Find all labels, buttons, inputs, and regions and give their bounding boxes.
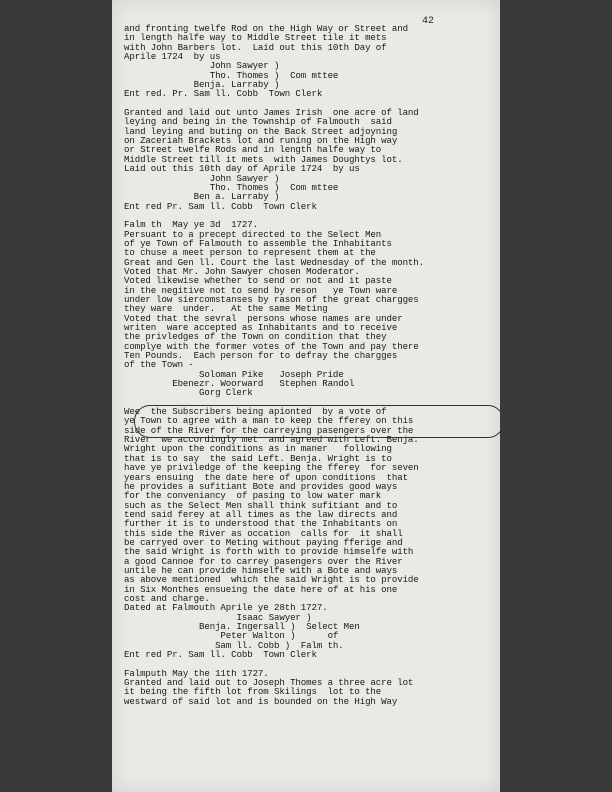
text-line: Benja. Larraby ) (124, 79, 280, 91)
text-line: as above mentioned which the said Wright is to provide (124, 574, 419, 586)
text-line: they ware under. At the same Meting (124, 303, 328, 315)
text-line: years ensuing the date here of upon conditions that (124, 471, 408, 483)
document-page (112, 0, 500, 792)
text-line: untile he can provide himselfe with a Bote and ways (124, 564, 398, 576)
text-line: Laid out this 10th day of Aprile 1724 by us (124, 163, 360, 175)
text-line: in length halfe way to Middle Street tile it mets (124, 32, 387, 44)
text-line: or Street twelfe Rods and in length halfe way to (124, 144, 382, 156)
text-line: Ent red Pr. Sam ll. Cobb Town Clerk (124, 200, 317, 212)
text-line: westward of said lot and is bounded on the High Way (124, 695, 398, 707)
text-line: Falm th May ye 3d 1727. (124, 219, 258, 231)
text-line: Great and Gen ll. Court the last Wednesday of the month. (124, 256, 425, 268)
text-line: Wright upon the conditions as in maner following (124, 443, 392, 455)
text-line: with John Barbers lot. Laid out this 10th Day of (124, 41, 387, 53)
text-line: writen ware accepted as Inhabitants and to receive (124, 322, 398, 333)
text-line: Falmputh May the 11th 1727. (124, 667, 269, 679)
text-line: Ent red Pr. Sam ll. Cobb Town Clerk (124, 649, 317, 661)
text-line: River we accordingly met and agreed with Left. Benja. (124, 434, 419, 446)
text-line: he provides a sufitiant Bote and provides good ways (124, 480, 398, 492)
text-line: Middle Street till it mets with James Doughtys lot. (124, 153, 403, 165)
text-line: Isaac Sawyer ) (124, 611, 312, 623)
text-line: Persuant to a precept directed to the Select Men (124, 228, 382, 240)
text-line: in Six Monthes ensueing the date here of at his one (124, 583, 398, 595)
text-line: John Sawyer ) (124, 60, 280, 72)
text-line: Granted and laid out unto James Irish one acre of land (124, 107, 419, 119)
text-line: tend said ferey at all times as the law directs and (124, 508, 398, 520)
text-line: Tho. Thomes ) Com mttee (124, 181, 339, 193)
text-line: Voted that the sevral persons whose names are under (124, 312, 403, 324)
text-line: Voted that Mr. John Sawyer chosen Moderator. (124, 265, 360, 277)
document-text (124, 24, 500, 706)
text-line: to chuse a meet person to represent them at the (124, 247, 376, 259)
text-line: Gorg Clerk (124, 387, 253, 399)
text-line: for the conveniancy of pasing to low water mark (124, 490, 382, 502)
text-line: cost and charge. (124, 592, 210, 604)
text-line: complye with the former votes of the Town and pay there (124, 340, 419, 352)
text-line: side of the River for the carreying pasengers over the (124, 424, 414, 436)
text-line: Benja. Ingersall ) Select Men (124, 621, 360, 632)
text-line: it being the fifth lot from Skilings lot to the (124, 686, 382, 698)
text-line: Peter Walton ) of (124, 630, 339, 642)
text-line: Ent red. Pr. Sam ll. Cobb Town Clerk (124, 88, 323, 100)
text-line: leying and being in the Township of Falmouth said (124, 116, 392, 128)
text-line: be carryed over to Meting without paying fferige and (124, 536, 403, 548)
text-line: further it is to understood that the Inhabitants on (124, 518, 398, 530)
text-line: in the negitive not to send by reson ye Town ware (124, 284, 398, 296)
text-line: Sam ll. Cobb ) Falm th. (124, 639, 344, 651)
text-line: and fronting twelfe Rod on the High Way or Street and (124, 23, 408, 34)
text-line: Granted and laid out to Joseph Thomes a three acre lot (124, 677, 414, 689)
text-line: Ebenezr. Woorward Stephen Randol (124, 378, 355, 390)
text-line: Soloman Pike Joseph Pride (124, 368, 344, 380)
page-number: 42 (422, 16, 435, 27)
text-line: under low siercomstanses by rason of the great chargges (124, 293, 419, 305)
text-line: the said Wright is forth with to provide himselfe with (124, 546, 414, 558)
text-line: such as the Select Men shall think sufitiant and to (124, 499, 398, 511)
text-line: have ye priviledge of the keeping the fferey for seven (124, 462, 419, 474)
text-line: Aprile 1724 by us (124, 51, 221, 63)
text-line: on Zaceriah Brackets lot and runing on the High way (124, 135, 398, 147)
text-line: Voted likewise whether to send or not and it paste (124, 275, 392, 287)
text-line: the privledges of the Town on condition that they (124, 331, 387, 343)
text-line: a good Cannoe for to carrey pasengers over the River (124, 555, 403, 567)
text-line: Tho. Thomes ) Com mttee (124, 69, 339, 81)
text-line: ye Town to agree with a man to keep the fferey on this (124, 415, 414, 427)
text-line: of the Town - (124, 359, 194, 371)
text-line: John Sawyer ) (124, 172, 280, 184)
text-line: of ye Town of Falmouth to assemble the Inhabitants (124, 237, 392, 249)
text-line: Wee the Subscribers being apionted by a vote of (124, 406, 387, 418)
text-line: this side the River as occation calls for it shall (124, 527, 403, 539)
text-line: Ben a. Larraby ) (124, 191, 280, 203)
text-line: Ten Pounds. Each person for to defray the chargges (124, 350, 398, 362)
text-line: that is to say the said Left. Benja. Wright is to (124, 452, 392, 464)
text-line: Dated at Falmouth Aprile ye 28th 1727. (124, 602, 328, 614)
text-line: land leying and buting on the Back Street adjoyning (124, 125, 398, 137)
